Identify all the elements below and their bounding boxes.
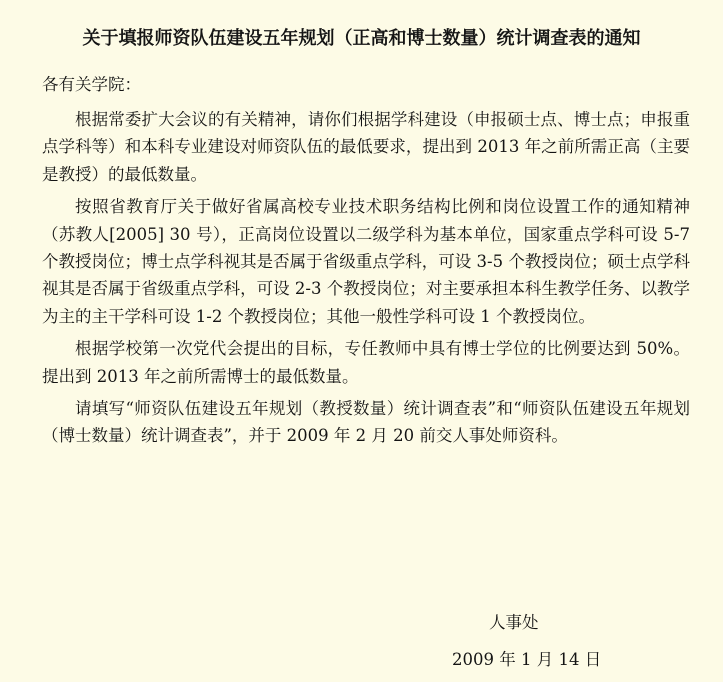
issue-date: 2009 年 1 月 14 日	[452, 650, 602, 669]
paragraph-professor-quota: 根据常委扩大会议的有关精神，请你们根据学科建设（申报硕士点、博士点；申报重点学科等）和本科专业建设对师资队伍的最低要求，提出到 2013 年之前所需正高（主要是教授）的最低数量。	[42, 110, 690, 184]
salutation: 各有关学院：	[42, 75, 141, 94]
paragraph-position-setting: 按照省教育厅关于做好省属高校专业技术职务结构比例和岗位设置工作的通知精神（苏教人[2005] 30 号），正高岗位设置以二级学科为基本单位，国家重点学科可设 5-7 个教授岗位；博士点学科视其是否属于省级重点学科，可设 3-5 个教授岗位；硕士点学科视其是否属于省级重点学科，可设 2-3 个教授岗位；对主要承担本科生教学任务、以教学为主的主干学科可设 1-2 个教授岗位；其他一般性学科可设 1 个教授岗位。	[42, 197, 690, 326]
signer: 人事处	[489, 613, 539, 632]
notice-title: 关于填报师资队伍建设五年规划（正高和博士数量）统计调查表的通知	[82, 28, 641, 49]
notice-body	[42, 106, 690, 455]
paragraph-submission: 请填写“师资队伍建设五年规划（教授数量）统计调查表”和“师资队伍建设五年规划（博士数量）统计调查表”，并于 2009 年 2 月 20 前交人事处师资科。	[42, 399, 690, 446]
paragraph-doctor-ratio: 根据学校第一次党代会提出的目标，专任教师中具有博士学位的比例要达到 50%。提出到 2013 年之前所需博士的最低数量。	[42, 339, 690, 386]
